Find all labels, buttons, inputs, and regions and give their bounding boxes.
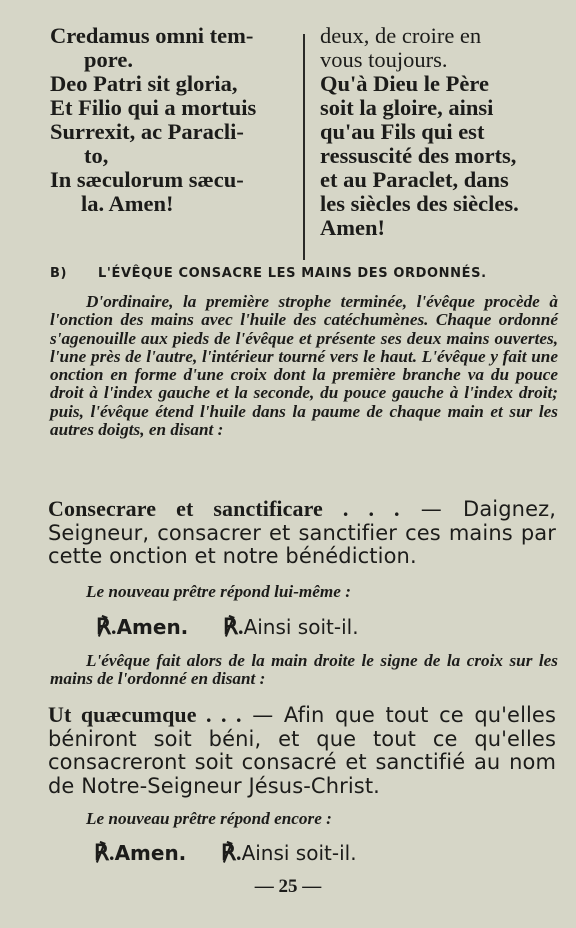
response-latin: Amen.: [114, 841, 187, 865]
prayer-french-text: — Afin que tout ce qu'elles béniront soit béni, et que tout ce qu'elles consacreront soit consacré et sanctifié au nom de Notre-Seigneur Jésus-Christ.: [48, 703, 556, 798]
response-french: Ainsi soit-il.: [243, 615, 359, 639]
response-symbol: ℟.: [96, 614, 117, 639]
latin-line: Credamus omni tem-: [50, 23, 254, 48]
french-line: soit la gloire, ainsi: [320, 95, 494, 120]
latin-line: la. Amen!: [81, 191, 174, 216]
section-title: L'ÉVÊQUE CONSACRE LES MAINS DES ORDONNÉS.: [98, 266, 487, 281]
latin-line: In sæculorum sæcu-: [50, 167, 244, 192]
prayer-latin-incipit: Ut quæcumque . . .: [48, 702, 242, 727]
french-line: et au Paraclet, dans: [320, 167, 509, 192]
prayer-ut-quaecumque: [48, 703, 556, 798]
french-line: qu'au Fils qui est: [320, 119, 485, 144]
prayer-latin-incipit: Consecrare et sanctificare . . .: [48, 496, 400, 521]
rubric-sign-of-cross: L'évêque fait alors de la main droite le signe de la croix sur les mains de l'ordonné en disant :: [50, 651, 558, 689]
response-2: [94, 840, 357, 866]
french-line: Amen!: [320, 215, 385, 240]
french-line: Qu'à Dieu le Père: [320, 71, 489, 96]
section-heading: [50, 266, 560, 281]
french-line: vous toujours.: [320, 47, 448, 72]
section-marker: B): [50, 266, 68, 281]
french-column: [320, 24, 564, 240]
french-line: deux, de croire en: [320, 23, 482, 48]
latin-line: Et Filio qui a mortuis: [50, 95, 257, 120]
latin-line: Deo Patri sit gloria,: [50, 71, 238, 96]
rubric-anointing: D'ordinaire, la première strophe terminée, l'évêque procède à l'onction des mains avec l'huile des catéchumènes. Chaque ordonné s'agenouille aux pieds de l'évêque et présente ses deux mains ouvertes, l'une près de l'autre, l'intérieur tourné vers le haut. L'évêque y fait une onction en forme d'une croix dont la première branche va du pouce droit à l'index gauche et la seconde, du pouce gauche à l'index droit; puis, l'évêque étend l'huile dans la paume de chaque main et sur les autres doigts, en disant :: [50, 292, 558, 440]
latin-line: pore.: [84, 47, 133, 72]
page-number: — 25 —: [254, 876, 322, 897]
rubric-response-1: Le nouveau prêtre répond lui-même :: [86, 582, 351, 601]
french-line: ressuscité des morts,: [320, 143, 517, 168]
prayer-consecrare: [48, 497, 556, 569]
hymn-doxology: [0, 24, 576, 246]
response-french: Ainsi soit-il.: [241, 841, 357, 865]
column-divider: [303, 34, 305, 260]
latin-column: [50, 24, 296, 216]
rubric-response-2: Le nouveau prêtre répond encore :: [86, 809, 332, 828]
response-symbol: ℟.: [223, 614, 244, 639]
french-line: les siècles des siècles.: [320, 191, 519, 216]
latin-line: to,: [84, 143, 109, 168]
response-symbol: ℟.: [94, 840, 115, 865]
latin-line: Surrexit, ac Paracli-: [50, 119, 244, 144]
response-1: [96, 614, 359, 640]
response-latin: Amen.: [116, 615, 189, 639]
response-symbol: ℟.: [221, 840, 242, 865]
prayer-french-text: — Daignez, Seigneur, consacrer et sanctifier ces mains par cette onction et notre bénédiction.: [48, 497, 556, 568]
